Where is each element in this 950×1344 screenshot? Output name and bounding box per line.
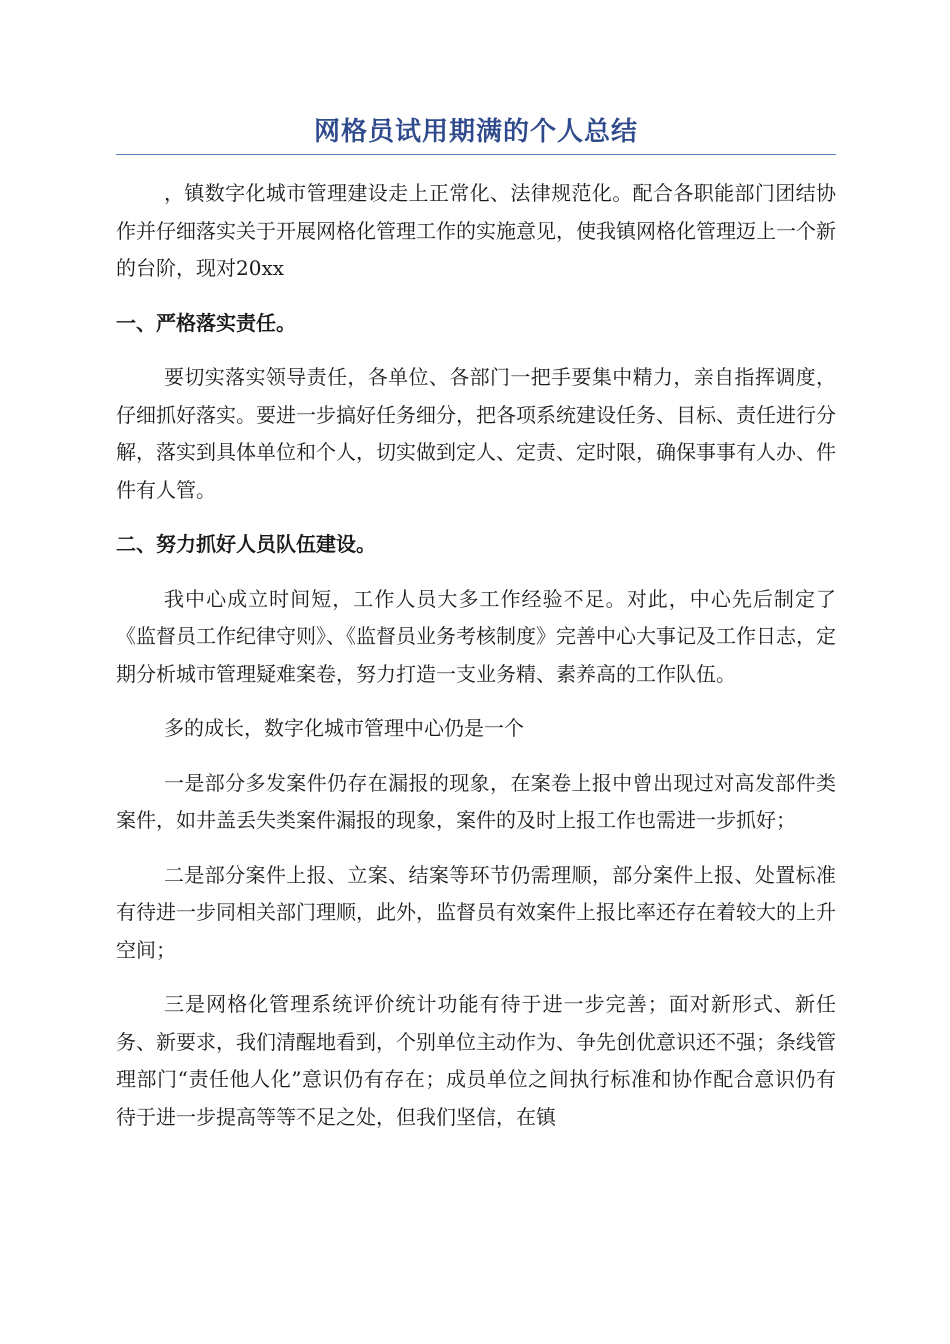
title-spacer xyxy=(116,155,836,175)
section-1-paragraph: 要切实落实领导责任，各单位、各部门一把手要集中精力，亲自指挥调度，仔细抓好落实。要进一步搞好任务细分，把各项系统建设任务、目标、责任进行分解，落实到具体单位和个人，切实做到定人、定责、定时限，确保事事有人办、件件有人管。 xyxy=(116,365,836,502)
intro-paragraph: ，镇数字化城市管理建设走上正常化、法律规范化。配合各职能部门团结协作并仔细落实关于开展网格化管理工作的实施意见，使我镇网格化管理迈上一个新的台阶，现对20xx xyxy=(116,181,836,280)
section-heading-2: 二、努力抓好人员队伍建设。 xyxy=(116,532,376,556)
section-heading-1: 一、严格落实责任。 xyxy=(116,310,296,335)
document-page xyxy=(116,112,836,1136)
growth-paragraph: 多的成长，数字化城市管理中心仍是一个 xyxy=(164,716,524,740)
issue-2-paragraph: 二是部分案件上报、立案、结案等环节仍需理顺，部分案件上报、处置标准有待进一步同相关部门理顺，此外，监督员有效案件上报比率还存在着较大的上升空间； xyxy=(116,862,836,962)
section-2-paragraph: 我中心成立时间短，工作人员大多工作经验不足。对此，中心先后制定了《监督员工作纪律守则》、《监督员业务考核制度》完善中心大事记及工作日志，定期分析城市管理疑难案卷，努力打造一支业务精、素养高的工作队伍。 xyxy=(116,586,836,686)
issue-3-paragraph: 三是网格化管理系统评价统计功能有待于进一步完善；面对新形式、新任务、新要求，我们清醒地看到，个别单位主动作为、争先创优意识还不强；条线管理部门“责任他人化”意识仍有存在；成员单位之间执行标准和协作配合意识仍有待于进一步提高等等不足之处，但我们坚信，在镇 xyxy=(116,992,836,1129)
document-title: 网格员试用期满的个人总结 xyxy=(116,112,836,155)
issue-1-paragraph: 一是部分多发案件仍存在漏报的现象，在案卷上报中曾出现过对高发部件类案件，如井盖丢失类案件漏报的现象，案件的及时上报工作也需进一步抓好； xyxy=(116,770,836,832)
